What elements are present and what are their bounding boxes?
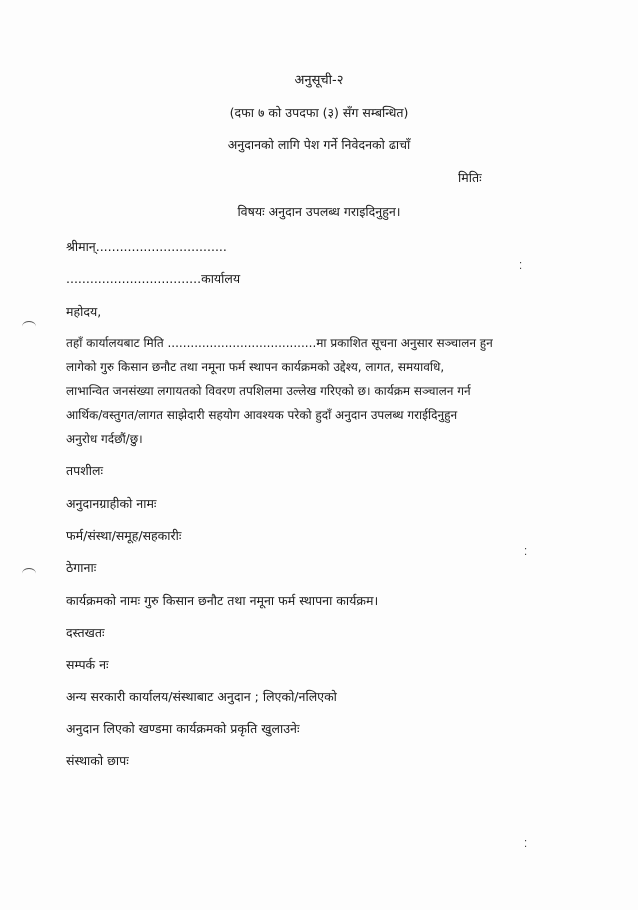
scan-mark [22, 321, 36, 332]
body-line-3: लाभान्वित जनसंख्या लगायतको विवरण तपशिलमा उल्लेख गरिएको छ। कार्यक्रम सञ्चालन गर्न [66, 384, 471, 398]
section-reference: (दफा ७ को उपदफा (३) सँग सम्बन्धित) [229, 105, 409, 120]
scan-dot: ⁚ [524, 839, 528, 850]
date-label: मितिः [458, 170, 482, 185]
subject-line: विषयः अनुदान उपलब्ध गराइदिनुहुन। [237, 204, 401, 219]
field-organization-seal: संस्थाको छापः [66, 753, 129, 768]
field-program-nature: अनुदान लिएको खण्डमा कार्यक्रमको प्रकृति खुलाउनेः [66, 721, 300, 736]
field-address: ठेगानाः [66, 560, 97, 575]
field-organization: फर्म/संस्था/समूह/सहकारीः [66, 528, 182, 543]
field-signature: दस्तखतः [66, 625, 105, 640]
body-line-4: आर्थिक/वस्तुगत/लागत साझेदारी सहयोग आवश्यक परेको हुदाँ अनुदान उपलब्ध गराईदिनुहुन [66, 408, 458, 422]
field-grantee-name: अनुदानग्राहीको नामः [66, 496, 157, 511]
addressee-office: ..................................कार्यालय [66, 271, 241, 286]
body-line-2: लागेको गुरु किसान छनौट तथा नमूना फर्म स्थापन कार्यक्रमको उद्देश्य, लागत, समयावधि, [66, 360, 445, 374]
body-line-1: तहाँ कार्यालयबाट मिति .......................................मा प्रकाशित सूचना अनुसार सञ्चालन हुन [66, 336, 493, 350]
field-other-grant: अन्य सरकारी कार्यालय/संस्थाबाट अनुदान ; लिएको/नलिएको [66, 689, 337, 704]
field-program-name: कार्यक्रमको नामः गुरु किसान छनौट तथा नमूना फर्म स्थापना कार्यक्रम। [66, 593, 379, 608]
scan-mark [22, 568, 36, 579]
addressee-salutation: श्रीमान्................................. [66, 239, 227, 254]
schedule-heading: अनुसूची-२ [294, 73, 344, 88]
greeting: महोदय, [66, 304, 102, 319]
form-title: अनुदानको लागि पेश गर्ने निवेदनको ढाचाँ [227, 137, 411, 152]
scan-dot: ⁚ [524, 547, 528, 558]
details-heading: तपशीलः [66, 463, 103, 478]
scan-dot: ⁚ [519, 261, 523, 272]
field-contact-number: सम्पर्क नः [66, 657, 109, 672]
body-line-5: अनुरोध गर्दछौं/छु। [66, 432, 143, 446]
